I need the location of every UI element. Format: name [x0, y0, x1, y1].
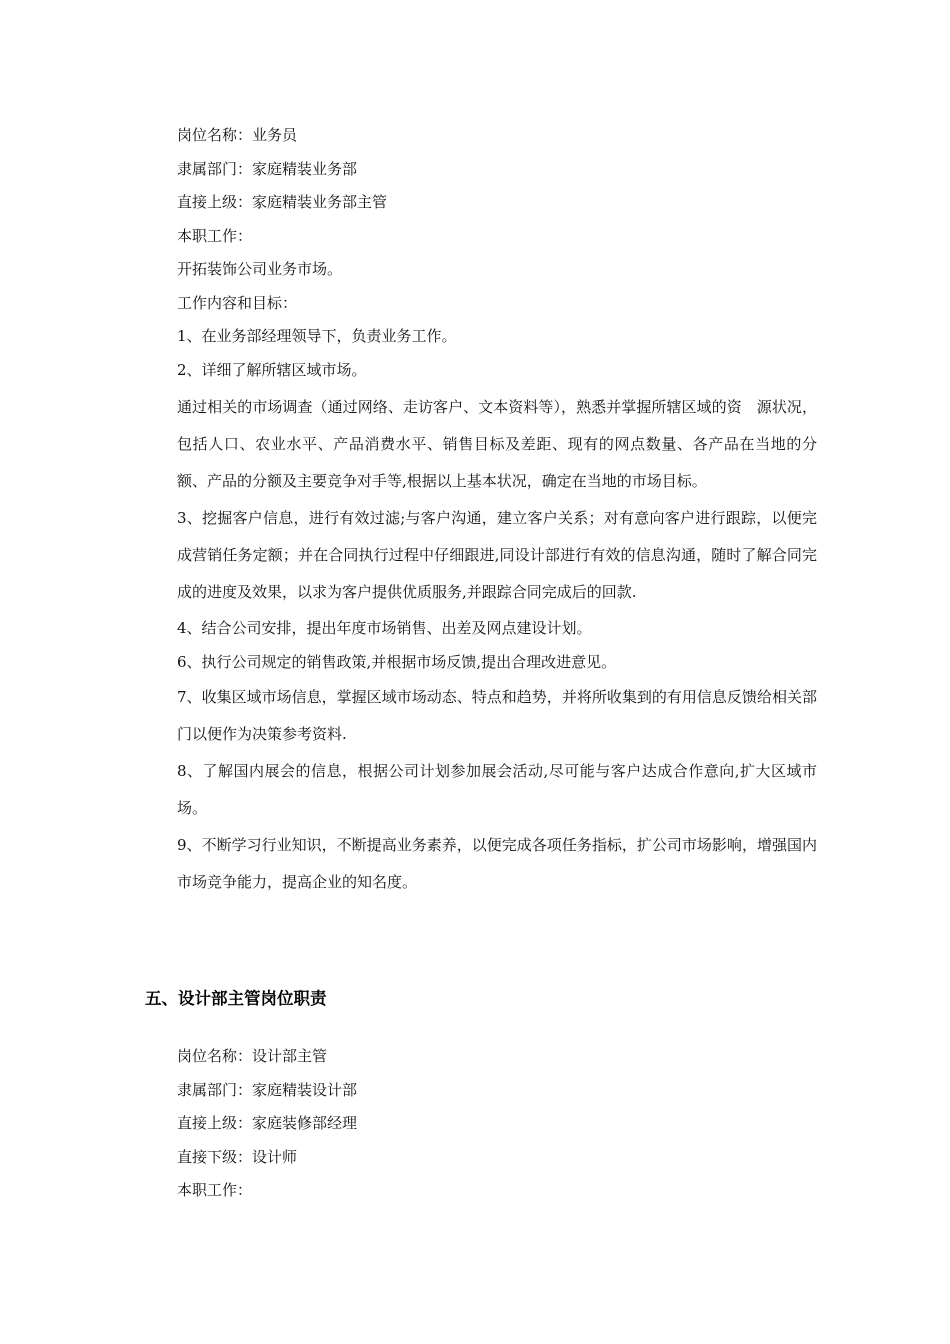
field-position-name: 岗位名称：业务员 [177, 126, 298, 144]
duty-item-2: 2、详细了解所辖区域市场。 [177, 360, 367, 379]
duty-item-9: 9、不断学习行业知识，不断提高业务素养，以便完成各项任务指标，扩公司市场影响，增强国内市场竞争能力，提高企业的知名度。 [177, 836, 817, 891]
duty-item-6: 6、执行公司规定的销售政策,并根据市场反馈,提出合理改进意见。 [177, 653, 617, 671]
work-content-label: 工作内容和目标： [177, 293, 298, 312]
duty-item-7: 7、收集区域市场信息，掌握区域市场动态、特点和趋势，并将所收集到的有用信息反馈给相关部门以便作为决策参考资料. [177, 688, 817, 743]
field-department: 隶属部门：家庭精装业务部 [177, 159, 358, 178]
section-4-body [177, 119, 817, 901]
section-5-body [177, 1040, 817, 1208]
field-direct-superior: 直接上级：家庭精装业务部主管 [177, 193, 388, 211]
duty-item-4: 4、结合公司安排，提出年度市场销售、出差及网点建设计划。 [177, 619, 592, 637]
duty-item-1: 1、在业务部经理领导下，负责业务工作。 [177, 327, 457, 345]
field-position-name: 岗位名称：设计部主管 [177, 1047, 328, 1065]
job-description: 开拓装饰公司业务市场。 [177, 260, 343, 278]
section-5-heading: 五、设计部主管岗位职责 [145, 989, 327, 1008]
field-direct-subordinate: 直接下级：设计师 [177, 1147, 298, 1166]
field-job-label: 本职工作： [177, 226, 253, 245]
field-direct-superior: 直接上级：家庭装修部经理 [177, 1114, 358, 1132]
duty-item-2-detail: 通过相关的市场调查（通过网络、走访客户、文本资料等），熟悉并掌握所辖区域的资 源状况，包括人口、农业水平、产品消费水平、销售目标及差距、现有的网点数量、各产品在当地的分额、产品的分额及主要竞争对手等,根据以上基本状况，确定在当地的市场目标。 [177, 398, 817, 490]
duty-item-8: 8、了解国内展会的信息，根据公司计划参加展会活动,尽可能与客户达成合作意向,扩大区域市场。 [177, 762, 817, 817]
field-department: 隶属部门：家庭精装设计部 [177, 1080, 358, 1099]
field-job-label: 本职工作： [177, 1181, 253, 1199]
duty-item-3: 3、挖掘客户信息，进行有效过滤;与客户沟通，建立客户关系；对有意向客户进行跟踪，以便完成营销任务定额；并在合同执行过程中仔细跟进,同设计部进行有效的信息沟通，随时了解合同完成的进度及效果，以求为客户提供优质服务,并跟踪合同完成后的回款. [177, 509, 817, 601]
